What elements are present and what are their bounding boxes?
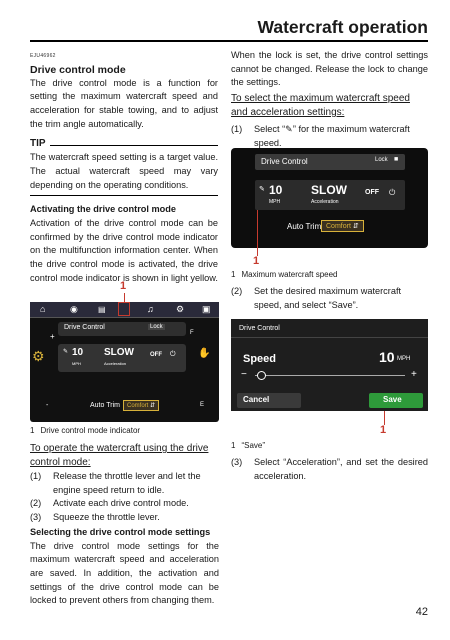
step-3 [231,456,428,483]
fuel-full-mark: F [190,330,194,336]
empty-mark: E [200,402,205,408]
screen-drive-control [231,148,428,248]
power-icon: ⏻ [170,351,176,358]
drive-control-title-c: Drive Control [239,325,280,332]
tip-text: The watercraft speed setting is a target value. The actual watercraft speed may vary depending on the operating conditions. [30,152,218,190]
operate-step [30,470,219,497]
heading-activating: Activating the drive control mode [30,204,176,215]
speed-value-c: 10 [379,349,395,365]
step-1-num: (1) [231,124,243,135]
divider [231,337,428,338]
para-lock: When the lock is set, the drive control settings cannot be changed. Release the lock to change the settings. [231,50,428,88]
speed-accel-panel [58,344,186,372]
drive-control-bar-b [255,154,405,170]
step-2-text: Set the desired maximum watercraft speed, and select “Save”. [254,286,402,310]
operate-step-num: (1) [30,471,42,481]
step-2-num: (2) [231,286,243,296]
screen-cluster [30,302,219,422]
operate-step-num: (3) [30,512,42,523]
speed-unit-c: MPH [397,356,411,362]
caption-a-num: 1 [30,426,35,435]
speed-value: 10 [72,347,84,358]
operate-step-num: (2) [30,498,42,509]
header-rule [30,40,428,42]
caption-a [30,424,219,438]
caption-c [231,439,428,453]
tip-rule [50,145,218,146]
speed-unit-b: MPH [269,199,281,205]
home-icon: ⌂ [40,304,46,314]
minus-mark: - [46,402,49,409]
power-icon-b: ⏻ [389,188,396,197]
drive-control-icon [118,302,130,316]
operate-step [30,511,219,525]
accel-value: SLOW [104,347,134,358]
caption-b-num: 1 [231,270,236,279]
edit-icon: ✎ [63,349,69,355]
left-mark: + [50,332,55,341]
speed-label-c: Speed [243,353,277,365]
callout-number: 1 [120,280,127,292]
step-2 [231,285,428,312]
callout-leader-line-c [384,411,385,425]
heading-select-settings: To select the maximum watercraft speed and acceleration settings: [231,93,410,119]
lock-icon: ▣ [202,304,211,314]
caption-b [231,268,428,282]
operate-step [30,497,219,511]
auto-trim-label-b: Auto Trim [287,222,322,231]
speed-slider-track[interactable] [255,375,405,376]
fuel-pump-icon: ✋ [198,348,211,359]
operate-steps [30,470,219,525]
speed-value-b: 10 [269,183,283,197]
operate-step-text: Activate each drive control mode. [53,498,189,509]
drive-control-title-b: Drive Control [261,157,308,166]
screen-speed-setting [231,319,428,411]
speed-unit: MPH [72,361,81,366]
dropdown-icon-b: ⇵ [352,223,359,230]
left-column-lower [30,442,219,608]
speed-accel-panel-b [255,180,405,210]
page-number: 42 [415,606,428,618]
drive-control-bar [58,322,186,336]
left-column [30,50,218,286]
top-icon-bar [30,302,219,318]
para-drive-control-mode: The drive control mode is a function for setting the maximum watercraft speed and acceleration for stable towing, and to adjust the trim angle automatically. [30,77,218,129]
right-column [231,49,428,151]
gauge-icon: ▤ [98,305,106,314]
save-button-label: Save [383,395,402,404]
cancel-button-label: Cancel [243,395,270,404]
settings-icon: ⚙ [176,304,185,314]
cancel-button[interactable] [237,393,301,408]
accel-label-b: Acceleration [311,199,339,205]
operate-step-text: Release the throttle lever and let the engine speed return to idle. [53,471,201,495]
lock-icon-b: ■ [394,156,399,163]
operate-step-text: Squeeze the throttle lever. [53,512,160,523]
heading-operate: To operate the watercraft using the drive control mode: [30,443,209,468]
step-3-text: Select “Acceleration”, and set the desired acceleration. [254,457,428,481]
callout-number-c: 1 [380,424,387,436]
location-icon: ◉ [70,304,78,314]
caption-c-text: “Save” [241,441,266,450]
minus-button[interactable]: − [241,369,247,380]
edit-icon-b: ✎ [259,186,265,193]
step-1 [231,123,428,150]
heading-selecting: Selecting the drive control mode settings [30,526,211,537]
para-selecting: The drive control mode settings for the maximum watercraft speed and acceleration are saved. In addition, the activation and settings of the drive control mode can be locked to prevent others from changing them. [30,540,219,606]
step-3-num: (3) [231,457,243,467]
auto-trim-label: Auto Trim [90,402,120,409]
auto-trim-value: Comfort ⇵ [123,400,159,411]
plus-button[interactable]: + [411,369,417,380]
off-toggle: OFF [150,352,162,358]
caption-a-text: Drive control mode indicator [40,426,141,435]
drive-control-indicator-icon: ⚙ [32,348,45,364]
step-1-text: Select “✎” for the maximum watercraft speed. [254,124,410,148]
accel-label: Acceleration [104,361,127,366]
callout-leader-line-b [257,210,258,256]
auto-trim-value-b: Comfort ⇵ [321,220,364,232]
accel-value-b: SLOW [311,183,347,197]
callout-number-b: 1 [253,255,260,267]
caption-c-num: 1 [231,441,236,450]
tip-heading [30,137,218,151]
heading-drive-control-mode: Drive control mode [30,63,126,76]
music-icon: ♫ [147,304,154,314]
off-toggle-b: OFF [365,189,379,196]
drive-control-title: Drive Control [64,324,105,331]
speed-slider-thumb[interactable] [257,371,266,380]
tip-label: TIP [30,137,46,149]
caption-b-text: Maximum watercraft speed [241,270,338,279]
tip-end-rule [30,195,218,196]
section-code: EJU46962 [30,53,56,59]
dropdown-icon: ⇵ [150,403,156,409]
save-button[interactable] [369,393,423,408]
lock-label: Lock [150,324,163,330]
page-header-title: Watercraft operation [257,17,428,37]
para-activating: Activation of the drive control mode can be confirmed by the drive control mode indicator on the multifunction information center. When the drive control mode is activated, the drive control mode indicator is shown in light yellow. [30,218,218,283]
lock-label-b: Lock [375,157,388,163]
